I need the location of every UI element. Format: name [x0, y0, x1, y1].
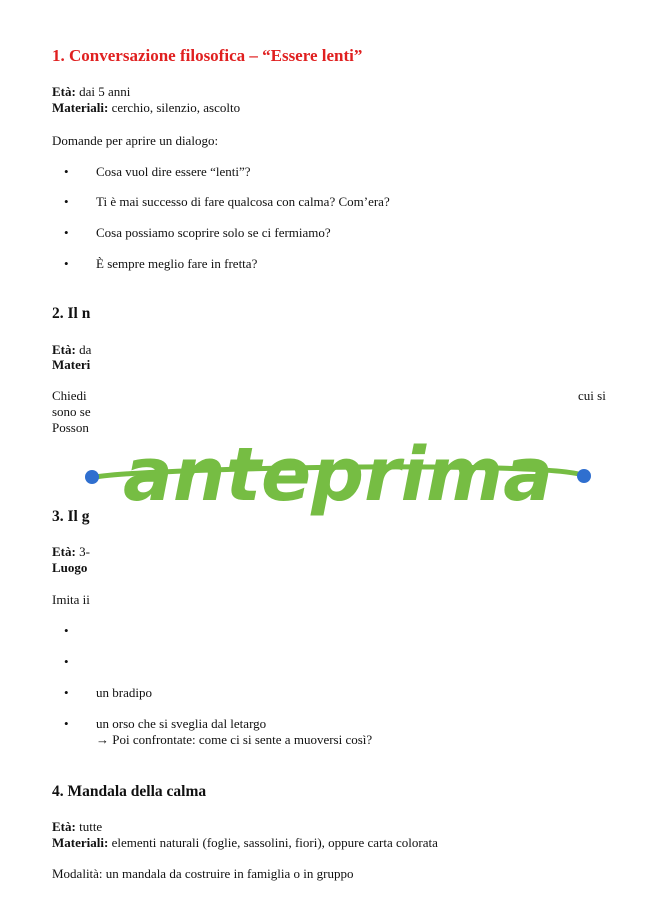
section-3-title: 3. Il g: [52, 508, 90, 525]
s2-line-3: Posson: [52, 420, 89, 435]
s1-bullet-2: Ti è mai successo di fare qualcosa con calma? Com’era?: [96, 194, 390, 209]
bullet-dot: •: [64, 164, 69, 179]
bullet-dot: •: [64, 256, 69, 271]
s1-eta-label: Età:: [52, 84, 76, 99]
watermark-text: anteprima: [122, 432, 554, 518]
s2-eta-line: [52, 342, 91, 358]
s3-bullet-4: un orso che si sveglia dal letargo: [96, 716, 267, 731]
s2-eta-label: Età:: [52, 342, 76, 357]
bullet-dot: •: [64, 225, 69, 240]
s4-eta-label: Età:: [52, 819, 76, 834]
watermark-right-dot: [577, 469, 591, 483]
section-1-title: 1. Conversazione filosofica – “Essere lenti”: [52, 46, 363, 65]
s2-eta-value: da: [75, 342, 92, 357]
s1-materials-label: Materiali:: [52, 100, 109, 115]
s3-bullet-3: un bradipo: [96, 685, 152, 700]
bullet-dot: •: [64, 654, 69, 669]
bullet-dot: •: [64, 716, 69, 731]
section-4-title: 4. Mandala della calma: [52, 783, 207, 800]
s2-line-2: sono se: [52, 404, 91, 419]
s3-eta-value: 3-: [75, 544, 90, 559]
s1-bullet-3: Cosa possiamo scoprire solo se ci fermiamo?: [96, 225, 331, 240]
s1-bullet-1: Cosa vuol dire essere “lenti”?: [96, 164, 251, 179]
preview-watermark: [0, 420, 661, 550]
s3-follow-up: → Poi confrontate: come ci si sente a muoversi così?: [96, 732, 373, 747]
s1-bullet-4: È sempre meglio fare in fretta?: [96, 256, 258, 271]
s4-modalita: Modalità: un mandala da costruire in famiglia o in gruppo: [52, 866, 354, 881]
bullet-dot: •: [64, 623, 69, 638]
watermark-left-dot: [85, 470, 99, 484]
s1-materials-line: [52, 100, 240, 116]
bullet-dot: •: [64, 194, 69, 209]
s3-eta-label: Età:: [52, 544, 76, 559]
s1-materials-value: cerchio, silenzio, ascolto: [108, 100, 241, 115]
s2-line-1: Chiedi: [52, 388, 87, 403]
section-2-title: 2. Il n: [52, 305, 91, 322]
s1-intro: Domande per aprire un dialogo:: [52, 133, 219, 148]
s3-luogo-label: Luogo: [52, 560, 88, 575]
bullet-dot: •: [64, 685, 69, 700]
s2-line-1-end: cui si: [578, 388, 606, 403]
s3-intro: Imita ii: [52, 592, 90, 607]
s4-eta-line: [52, 819, 102, 835]
s1-eta-line: [52, 84, 130, 100]
s2-materials-label: Materi: [52, 357, 91, 372]
s4-materials-label: Materiali:: [52, 835, 109, 850]
s1-eta-value: dai 5 anni: [75, 84, 131, 99]
s4-materials-value: elementi naturali (foglie, sassolini, fiori), oppure carta colorata: [108, 835, 438, 850]
s4-eta-value: tutte: [75, 819, 103, 834]
s4-materials-line: [52, 835, 438, 851]
